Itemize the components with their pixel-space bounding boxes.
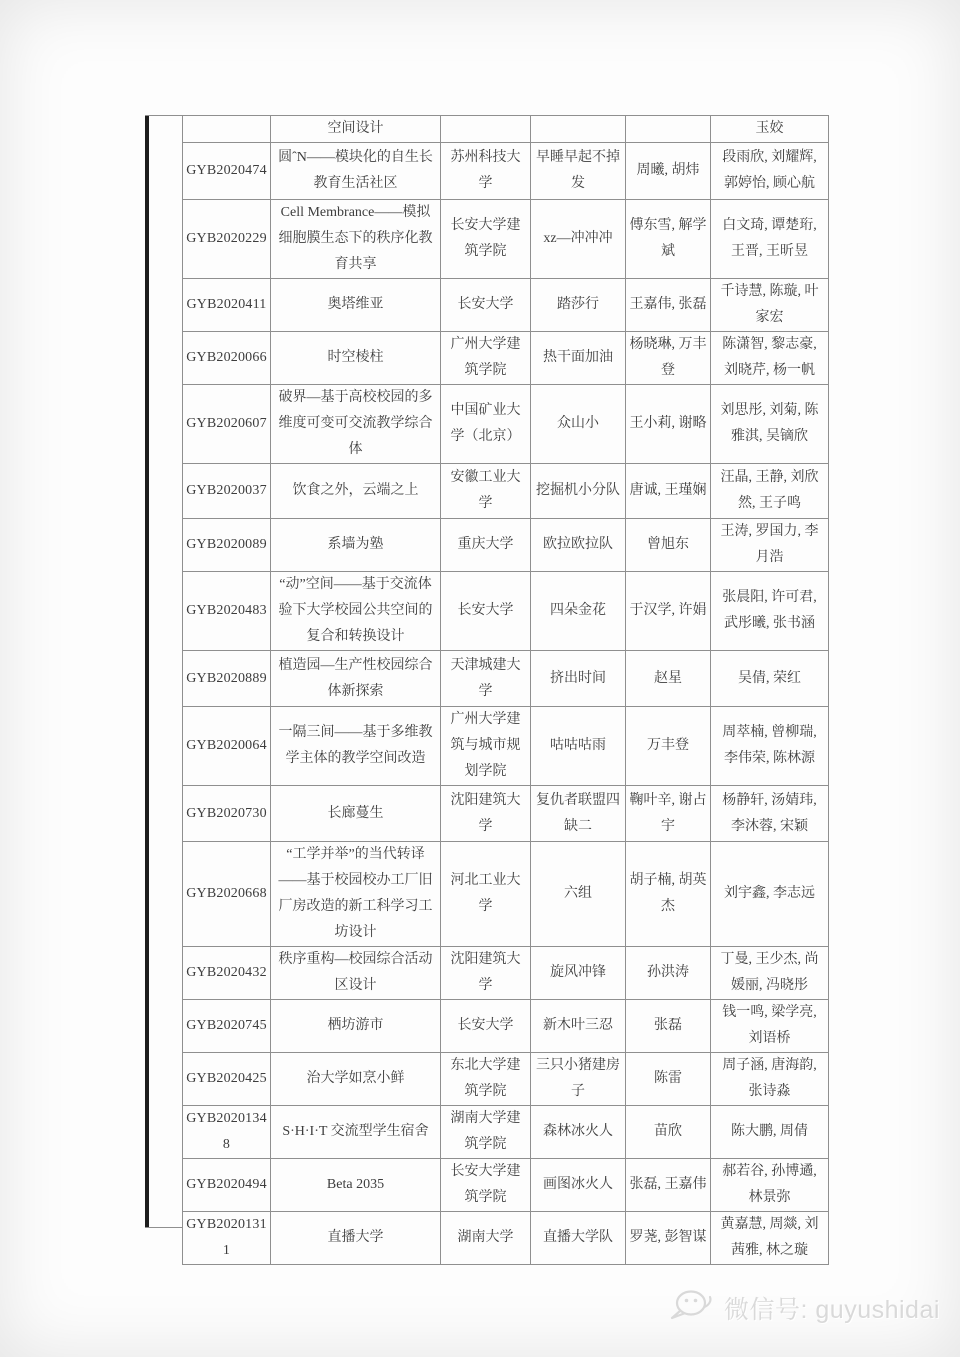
members-cell: 玉姣	[711, 116, 829, 143]
table-row	[183, 1106, 829, 1159]
project-name-cell: 饮食之外，云端之上	[271, 464, 441, 519]
project-id-cell: GYB2020411	[183, 279, 271, 332]
university-cell: 湖南大学	[441, 1212, 531, 1265]
leaders-cell: 张磊, 王嘉伟	[626, 1159, 711, 1212]
leaders-cell: 周曦, 胡炜	[626, 143, 711, 200]
table-row	[183, 385, 829, 464]
table-row	[183, 200, 829, 279]
team-cell: 森林冰火人	[531, 1106, 626, 1159]
team-cell: 旋风冲锋	[531, 947, 626, 1000]
competition-results-table	[182, 115, 829, 1265]
project-name-cell: “动”空间——基于交流体验下大学校园公共空间的复合和转换设计	[271, 572, 441, 651]
wechat-icon	[668, 1286, 716, 1329]
project-id-cell: GYB2020483	[183, 572, 271, 651]
project-id-cell: GYB2020730	[183, 786, 271, 842]
table-row	[183, 332, 829, 385]
table-row	[183, 1159, 829, 1212]
team-cell: 早睡早起不掉发	[531, 143, 626, 200]
project-id-cell: GYB2020064	[183, 707, 271, 786]
table-left-rule	[145, 115, 149, 1228]
university-cell: 长安大学建筑学院	[441, 200, 531, 279]
project-id-cell: GYB20201348	[183, 1106, 271, 1159]
university-cell: 河北工业大学	[441, 842, 531, 947]
team-cell: 热干面加油	[531, 332, 626, 385]
university-cell	[441, 116, 531, 143]
members-cell: 黄嘉慧, 周燚, 刘茜雅, 林之璇	[711, 1212, 829, 1265]
leaders-cell: 罗荛, 彭智谋	[626, 1212, 711, 1265]
leaders-cell: 苗欣	[626, 1106, 711, 1159]
university-cell: 沈阳建筑大学	[441, 947, 531, 1000]
project-id-cell: GYB2020089	[183, 519, 271, 572]
project-id-cell: GYB20201311	[183, 1212, 271, 1265]
members-cell: 汪晶, 王静, 刘欣然, 王子鸣	[711, 464, 829, 519]
project-id-cell: GYB2020432	[183, 947, 271, 1000]
project-name-cell: Beta 2035	[271, 1159, 441, 1212]
members-cell: 刘思彤, 刘菊, 陈雅淇, 吴镝欣	[711, 385, 829, 464]
table-row	[183, 1053, 829, 1106]
university-cell: 长安大学	[441, 572, 531, 651]
project-name-cell: 时空棱柱	[271, 332, 441, 385]
project-name-cell: “工学并举”的当代转译——基于校园校办工厂旧厂房改造的新工科学习工坊设计	[271, 842, 441, 947]
leaders-cell: 杨晓琳, 万丰登	[626, 332, 711, 385]
leaders-cell: 傅东雪, 解学斌	[626, 200, 711, 279]
leaders-cell: 万丰登	[626, 707, 711, 786]
team-cell: 三只小猪建房子	[531, 1053, 626, 1106]
project-name-cell: 直播大学	[271, 1212, 441, 1265]
leaders-cell: 赵星	[626, 651, 711, 707]
university-cell: 天津城建大学	[441, 651, 531, 707]
project-id-cell: GYB2020494	[183, 1159, 271, 1212]
leaders-cell: 鞠叶辛, 谢占宇	[626, 786, 711, 842]
project-name-cell: 系墙为塾	[271, 519, 441, 572]
university-cell: 东北大学建筑学院	[441, 1053, 531, 1106]
project-id-cell: GYB2020668	[183, 842, 271, 947]
university-cell: 中国矿业大学（北京）	[441, 385, 531, 464]
project-id-cell: GYB2020889	[183, 651, 271, 707]
members-cell: 丁曼, 王少杰, 尚媛丽, 冯晓彤	[711, 947, 829, 1000]
leaders-cell: 陈雷	[626, 1053, 711, 1106]
table-row	[183, 279, 829, 332]
team-cell: 复仇者联盟四缺二	[531, 786, 626, 842]
team-cell: 直播大学队	[531, 1212, 626, 1265]
team-cell: 挖掘机小分队	[531, 464, 626, 519]
university-cell: 长安大学	[441, 279, 531, 332]
members-cell: 刘宇鑫, 李志远	[711, 842, 829, 947]
leaders-cell: 张磊	[626, 1000, 711, 1053]
project-name-cell: 空间设计	[271, 116, 441, 143]
watermark	[668, 1286, 940, 1329]
leaders-cell: 孙洪涛	[626, 947, 711, 1000]
table-row	[183, 947, 829, 1000]
project-id-cell: GYB2020066	[183, 332, 271, 385]
team-cell: 画图冰火人	[531, 1159, 626, 1212]
table-row	[183, 842, 829, 947]
members-cell: 王涛, 罗国力, 李月浩	[711, 519, 829, 572]
table-row	[183, 651, 829, 707]
team-cell: 咕咕咕雨	[531, 707, 626, 786]
table-row	[183, 143, 829, 200]
table-row	[183, 707, 829, 786]
project-name-cell: 破界—基于高校校园的多维度可变可交流教学综合体	[271, 385, 441, 464]
members-cell: 吴倩, 荣红	[711, 651, 829, 707]
members-cell: 白文琦, 谭楚珩, 王晋, 王昕昱	[711, 200, 829, 279]
project-id-cell: GYB2020229	[183, 200, 271, 279]
team-cell: xz—冲冲冲	[531, 200, 626, 279]
project-name-cell: 栖坊游市	[271, 1000, 441, 1053]
university-cell: 沈阳建筑大学	[441, 786, 531, 842]
project-name-cell: 植造园—生产性校园综合体新探索	[271, 651, 441, 707]
watermark-text: 微信号: guyushidai	[724, 1295, 940, 1324]
members-cell: 千诗慧, 陈璇, 叶家宏	[711, 279, 829, 332]
team-cell: 挤出时间	[531, 651, 626, 707]
project-id-cell: GYB2020425	[183, 1053, 271, 1106]
members-cell: 郝若谷, 孙博遹, 林景弥	[711, 1159, 829, 1212]
members-cell: 钱一鸣, 梁学亮, 刘语桥	[711, 1000, 829, 1053]
university-cell: 广州大学建筑学院	[441, 332, 531, 385]
team-cell: 新木叶三忍	[531, 1000, 626, 1053]
team-cell: 踏莎行	[531, 279, 626, 332]
project-id-cell	[183, 116, 271, 143]
members-cell: 周子涵, 唐海韵, 张诗淼	[711, 1053, 829, 1106]
project-name-cell: 一隔三间——基于多维教学主体的教学空间改造	[271, 707, 441, 786]
members-cell: 陈潇智, 黎志豪, 刘晓芹, 杨一帆	[711, 332, 829, 385]
members-cell: 张晨阳, 许可君, 武彤曦, 张书涵	[711, 572, 829, 651]
university-cell: 重庆大学	[441, 519, 531, 572]
team-cell: 众山小	[531, 385, 626, 464]
table-row	[183, 1212, 829, 1265]
project-name-cell: Cell Membrance——模拟细胞膜生态下的秩序化教育共享	[271, 200, 441, 279]
project-id-cell: GYB2020474	[183, 143, 271, 200]
project-name-cell: 秩序重构—校园综合活动区设计	[271, 947, 441, 1000]
university-cell: 长安大学	[441, 1000, 531, 1053]
project-id-cell: GYB2020607	[183, 385, 271, 464]
project-name-cell: S·H·I·T 交流型学生宿舍	[271, 1106, 441, 1159]
university-cell: 安徽工业大学	[441, 464, 531, 519]
table-row	[183, 519, 829, 572]
project-name-cell: 治大学如烹小鲜	[271, 1053, 441, 1106]
leaders-cell: 王嘉伟, 张磊	[626, 279, 711, 332]
table-row	[183, 786, 829, 842]
leaders-cell: 曾旭东	[626, 519, 711, 572]
table-row	[183, 464, 829, 519]
table-top-border-segment	[145, 115, 182, 116]
team-cell: 欧拉欧拉队	[531, 519, 626, 572]
team-cell	[531, 116, 626, 143]
university-cell: 广州大学建筑与城市规划学院	[441, 707, 531, 786]
leaders-cell: 唐诚, 王瑾娴	[626, 464, 711, 519]
leaders-cell: 于汉学, 许娟	[626, 572, 711, 651]
leaders-cell: 王小莉, 谢略	[626, 385, 711, 464]
members-cell: 周萃楠, 曾柳瑞, 李伟荣, 陈林源	[711, 707, 829, 786]
project-id-cell: GYB2020745	[183, 1000, 271, 1053]
table-bottom-border-segment	[145, 1227, 182, 1228]
project-name-cell: 圆ˆN——模块化的自生长教育生活社区	[271, 143, 441, 200]
university-cell: 苏州科技大学	[441, 143, 531, 200]
university-cell: 长安大学建筑学院	[441, 1159, 531, 1212]
leaders-cell	[626, 116, 711, 143]
table-row	[183, 572, 829, 651]
team-cell: 四朵金花	[531, 572, 626, 651]
table-row	[183, 1000, 829, 1053]
team-cell: 六组	[531, 842, 626, 947]
members-cell: 杨静轩, 汤婧玮, 李沐蓉, 宋颖	[711, 786, 829, 842]
project-name-cell: 奥塔维亚	[271, 279, 441, 332]
project-name-cell: 长廊蔓生	[271, 786, 441, 842]
members-cell: 陈大鹏, 周倩	[711, 1106, 829, 1159]
leaders-cell: 胡子楠, 胡英杰	[626, 842, 711, 947]
table-row	[183, 116, 829, 143]
project-id-cell: GYB2020037	[183, 464, 271, 519]
university-cell: 湖南大学建筑学院	[441, 1106, 531, 1159]
members-cell: 段雨欣, 刘耀辉, 郭婷怡, 顾心航	[711, 143, 829, 200]
